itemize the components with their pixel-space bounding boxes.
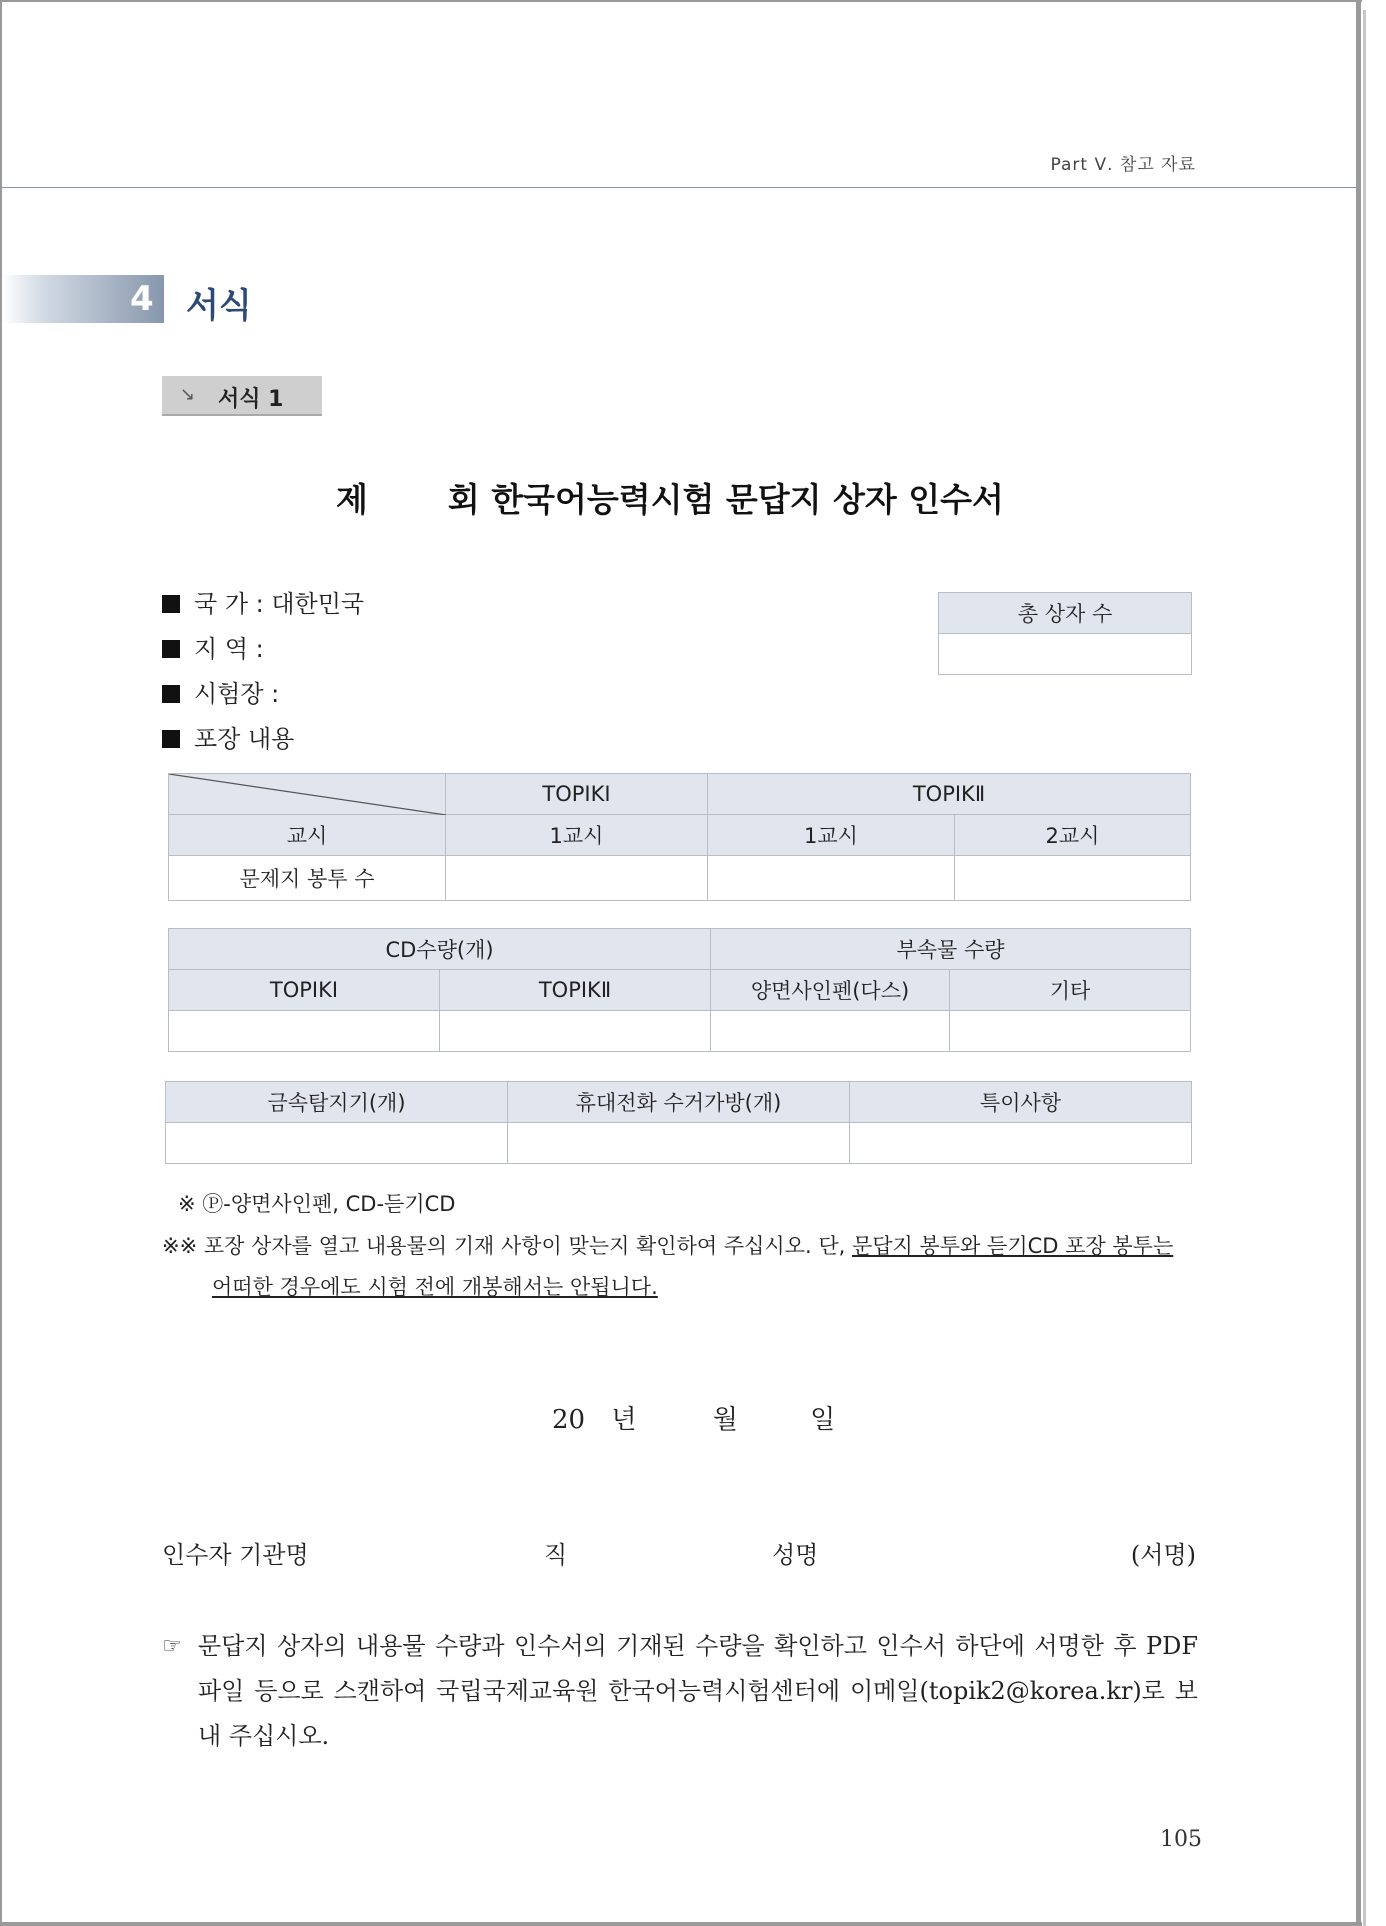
page-number: 105: [1160, 1827, 1202, 1852]
title-suffix: 회 한국어능력시험 문답지 상자 인수서: [447, 480, 1004, 519]
info-country: [162, 584, 364, 619]
metal-detector-header: 금속탐지기(개): [166, 1082, 508, 1123]
info-venue: [162, 674, 279, 709]
cd-header: CD수량(개): [169, 929, 711, 970]
diagonal-header-cell: [169, 774, 446, 815]
sign-label: (서명): [1130, 1541, 1196, 1569]
position-label: 직: [544, 1541, 568, 1569]
cd-topik2-value[interactable]: [440, 1011, 711, 1052]
row-period-label: 교시: [169, 815, 446, 856]
etc-value[interactable]: [950, 1011, 1191, 1052]
date-month: 월: [712, 1405, 738, 1435]
title-prefix: 제: [336, 480, 368, 519]
country-value: 대한민국: [271, 590, 365, 618]
etc-header: 기타: [950, 970, 1191, 1011]
note-caution-cont: [212, 1271, 658, 1301]
venue-label: 시험장 :: [194, 680, 280, 708]
info-packing: [162, 719, 294, 754]
date-year: 년: [611, 1405, 637, 1435]
pen-value[interactable]: [711, 1011, 950, 1052]
country-label: 국 가 :: [194, 590, 264, 618]
period-t2-1: 1교시: [708, 815, 955, 856]
section-title: 서식: [186, 286, 252, 326]
remarks-value[interactable]: [850, 1123, 1192, 1164]
section-number: 4: [130, 279, 154, 319]
period-t2-2: 2교시: [955, 815, 1191, 856]
form-tab-label: 서식 1: [218, 387, 284, 412]
packing-table: [168, 773, 1191, 901]
phone-bag-header: 휴대전화 수거가방(개): [508, 1082, 850, 1123]
cd-accessory-table: [168, 928, 1191, 1052]
diagonal-line: [169, 774, 446, 815]
corner-arrow-icon: ↘: [180, 384, 196, 405]
cd-topik2: TOPIKⅡ: [440, 970, 711, 1011]
envelopes-t2-2[interactable]: [955, 856, 1191, 901]
period-t1-1: 1교시: [446, 815, 708, 856]
square-bullet-icon: [162, 595, 180, 613]
total-box-header: 총 상자 수: [939, 593, 1192, 634]
total-box-table: [938, 592, 1192, 675]
date-day: 일: [810, 1405, 836, 1435]
page-frame-top: [0, 0, 1362, 2]
remarks-header: 특이사항: [850, 1082, 1192, 1123]
pen-header: 양면사인펜(다스): [711, 970, 950, 1011]
phone-bag-value[interactable]: [508, 1123, 850, 1164]
note-caution-underlined-a: 문답지 봉투와 듣기CD 포장 봉투는: [851, 1234, 1174, 1258]
cd-topik1: TOPIKⅠ: [169, 970, 440, 1011]
page-frame-right: [1356, 0, 1361, 1926]
form-tab: [162, 376, 322, 416]
date-year-prefix: 20: [552, 1405, 586, 1435]
running-head: Part Ⅴ. 참고 자료: [1050, 155, 1196, 175]
metal-detector-value[interactable]: [166, 1123, 508, 1164]
page-frame-shadow: [1363, 10, 1366, 1926]
date-line: [552, 1399, 835, 1436]
total-box-value[interactable]: [939, 634, 1192, 675]
envelopes-t2-1[interactable]: [708, 856, 955, 901]
instruction-text: 문답지 상자의 내용물 수량과 인수서의 기재된 수량을 확인하고 인수서 하단에 서명한 후 PDF 파일 등으로 스캔하여 국립국제교육원 한국어능력시험센터에 이메일(topik2@korea.kr)로 보내 주십시오.: [198, 1632, 1198, 1750]
note-caution-underlined-b: 어떠한 경우에도 시험 전에 개봉해서는 안됩니다.: [212, 1275, 658, 1299]
page-frame-bottom: [0, 1922, 1362, 1926]
document-title: [336, 474, 1004, 521]
pointing-hand-icon: ☞: [162, 1634, 182, 1659]
envelopes-t1-1[interactable]: [446, 856, 708, 901]
cd-topik1-value[interactable]: [169, 1011, 440, 1052]
region-label: 지 역 :: [194, 635, 264, 663]
note-caution: [162, 1230, 1173, 1260]
col-topik2: TOPIKⅡ: [708, 774, 1191, 815]
equipment-table: [165, 1081, 1192, 1164]
name-label: 성명: [772, 1541, 819, 1569]
packing-label: 포장 내용: [194, 725, 295, 753]
row-envelopes-label: 문제지 봉투 수: [169, 856, 446, 901]
square-bullet-icon: [162, 730, 180, 748]
col-topik1: TOPIKⅠ: [446, 774, 708, 815]
square-bullet-icon: [162, 640, 180, 658]
header-rule: [2, 187, 1356, 188]
note-caution-text: ※※ 포장 상자를 열고 내용물의 기재 사항이 맞는지 확인하여 주십시오. 단,: [162, 1234, 852, 1258]
accessory-header: 부속물 수량: [711, 929, 1191, 970]
square-bullet-icon: [162, 685, 180, 703]
info-region: [162, 629, 264, 664]
note-legend: ※ Ⓟ-양면사인펜, CD-듣기CD: [178, 1192, 456, 1216]
instruction: [162, 1624, 1198, 1759]
receiver-org-label: 인수자 기관명: [162, 1541, 309, 1569]
